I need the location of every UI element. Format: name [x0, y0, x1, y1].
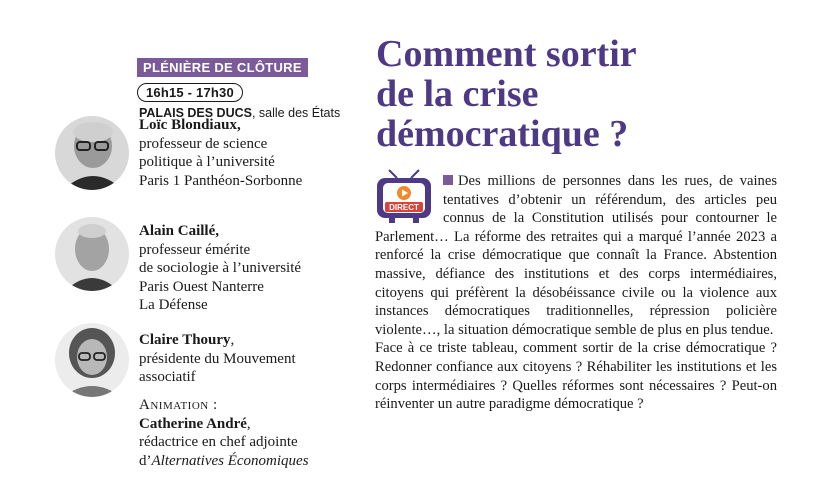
- speaker-name: Loïc Blondiaux: [139, 117, 237, 133]
- moderator-name-punct: ,: [246, 415, 251, 432]
- speaker-name: Claire Thoury: [139, 332, 231, 348]
- speaker-text-2: [139, 222, 301, 315]
- bullet-square-icon: [443, 175, 453, 185]
- speaker-role-line: associatif: [139, 369, 196, 385]
- speaker-role-line: Paris 1 Panthéon-Sorbonne: [139, 172, 303, 189]
- paragraph-1-text: Des millions de personnes dans les rues, de vaines tentatives d’obtenir un référendum, des articles peu connus de la Constitution utilisés pour contourner le Parlement… La réforme des retraites qui a marqué l’année 2023 a renforcé la crise démocratique que connaît la France. Abstention massive, défiance des institutions et des corps intermédiaires, citoyens qui préfèrent la désobéissance civile ou la violence aux instances démocratiques traditionnelles, répression policière violente…, la situation démocratique semble de plus en plus tendue.: [375, 173, 777, 338]
- speaker-role-line: professeur émérite: [139, 241, 251, 258]
- article-title: [376, 34, 816, 154]
- speaker-role-line: Paris Ouest Nanterre: [139, 278, 264, 295]
- article-body: [375, 172, 777, 414]
- speaker-role-line: politique à l’université: [139, 154, 275, 170]
- title-line: Comment sortir: [376, 33, 637, 75]
- title-line: de la crise: [376, 73, 539, 115]
- speaker-role-line: présidente du Mouvement: [139, 350, 296, 367]
- speaker-name: Alain Caillé: [139, 223, 216, 239]
- speaker-photo-blondiaux: [55, 116, 129, 190]
- speaker-role-line: La Défense: [139, 297, 208, 313]
- speaker-name-punct: ,: [215, 223, 220, 239]
- animation-block: [139, 396, 309, 470]
- tv-live-label: DIRECT: [389, 203, 419, 212]
- article-paragraph-2: Face à ce triste tableau, comment sortir de la crise démocratique ? Redonner confiance aux citoyens ? Réhabiliter les institutions et les corps intermédiaires ? Quelles réformes sont nécessaires ? Peut-on réinventer un autre paradigme démocratique ?: [375, 340, 777, 413]
- tv-live-icon: [373, 168, 437, 226]
- moderator-role-line: [139, 452, 309, 471]
- moderator-publication: Alternatives Économiques: [151, 452, 309, 469]
- animation-label: Animation :: [139, 397, 218, 413]
- speaker-photo-thoury: [55, 323, 129, 397]
- venue-name: PALAIS DES DUCS: [139, 106, 252, 120]
- session-time: 16h15 - 17h30: [137, 83, 243, 102]
- speaker-text-3: [139, 331, 296, 387]
- speaker-name-punct: ,: [230, 332, 235, 348]
- moderator-name: Catherine André: [139, 415, 247, 432]
- session-badge: PLÉNIÈRE DE CLÔTURE: [137, 58, 308, 77]
- speaker-text-1: [139, 116, 302, 190]
- speaker-photo-caille: [55, 217, 129, 291]
- title-line: démocratique ?: [376, 113, 629, 155]
- speaker-role-line: professeur de science: [139, 135, 268, 152]
- venue-room: , salle des États: [251, 106, 341, 120]
- moderator-role-line: rédactrice en chef adjointe: [139, 434, 298, 450]
- speaker-role-line: de sociologie à l’université: [139, 260, 302, 276]
- moderator-publication-prefix: d’: [139, 452, 152, 469]
- speaker-name-punct: ,: [236, 117, 241, 133]
